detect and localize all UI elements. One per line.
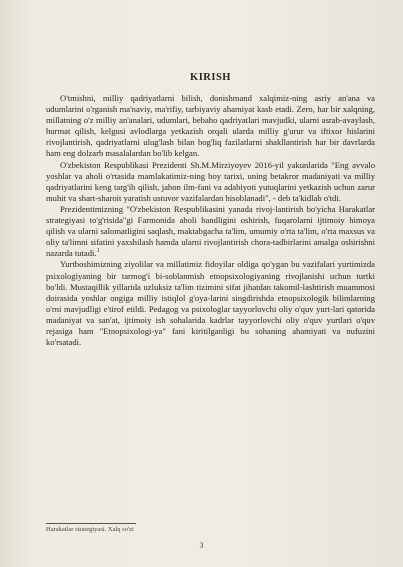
footnote-divider bbox=[46, 523, 136, 524]
paragraph-1: O'tmishni, milliy qadriyatlarni bilish, donishmand xalqimiz-ning asriy an'ana va udumlarini o'rganish ma'naviy, ma'rifiy, tarbiyaviy ahamiyat kasb etadi. Zero, har bir xalqning, millatning o'z milliy an'analari, udumlari, bebaho qadriyatlari mavjudki, ularni asrab-avaylash, hurmat qilish, kelgusi avlodlarga yetkazish orqali ularda milliy g'urur va iftixor hislarini rivojlantirish, qadriyatlarni ulug'lash bilan bog'liq fazilatlarni shakllantirish har bir davrlarda ham eng dolzarb masalalardan bo'lib kelgan. bbox=[46, 93, 375, 159]
paragraph-4: Yurtboshimizning ziyolilar va millatimiz fidoyilar oldiga qo'ygan bu vazifalari yurtimizda psixologiyaning bir tarmog'i bi-soblanmish etnopsixologiyaning rivojlanishi uchun turtki bo'ldi. Mustaqillik yillarida uzluksiz ta'lim tizimini sifat jihatdan takomil-lashtirish muammosi doirasida yoshlar ongiga milliy istiqlol g'oya-larini singdirishda etnopsixologik bilimlarning o'rni mavjudligi e'tirof etildi. Pedagog va psixologlar tayyorlovchi oliy o'quv yurt-lari qatorida madaniyat va san'at, ijtimoiy ish sohalarida kadrlar tayyorlovchi oliy o'quv yurtlari o'quv rejasiga ham "Etnopsixologi-ya" fani kiritilganligi bu sohaning ahamiyati va nufuzini ko'rsatadi. bbox=[46, 259, 375, 348]
footnote-marker: 1 bbox=[96, 248, 100, 255]
footnote: Harakatlar strategiyasi. Xalq so'zi bbox=[46, 526, 134, 533]
paragraph-2: O'zbekiston Respublikasi Prezidenti Sh.M.Mirziyoyev 2016-yil yakunlarida "Eng avvalo yoshlar va aholi o'rtasida mamlakatimiz-ning boy tarixi, uning betakror madaniyati va milliy qadriyatlarini keng targ'ib qilish, jahon ilm-fani va adabiyoti yutuqlarini yetkazish uchun zarur muhit va shart-sharoit yaratish ustuvor vazifalardan hisoblanadi", - deb ta'kidlab o'tdi. bbox=[46, 159, 375, 203]
page-title: KIRISH bbox=[190, 72, 231, 83]
page-number: 3 bbox=[199, 541, 204, 550]
paragraph-3-text: Prezidentimizning "O'zbekiston Respublikasini yanada rivoj-lantirish bo'yicha Harakatlar strategiyasi to'g'risida"gi Farmonida aholi bandligini oshirish, fuqarolarni ijtimoiy himoya qilish va ularni salomatligini saqlash, maktabgacha ta'lim, umumiy o'rta ta'lim, o'rta maxsus va oliy ta'limni sifatini yaxshilash hamda ularni rivojlantirish chora-tadbirlarini amalga oshirishni nazarda tutadi. bbox=[46, 203, 375, 259]
paragraph-3 bbox=[46, 204, 375, 259]
